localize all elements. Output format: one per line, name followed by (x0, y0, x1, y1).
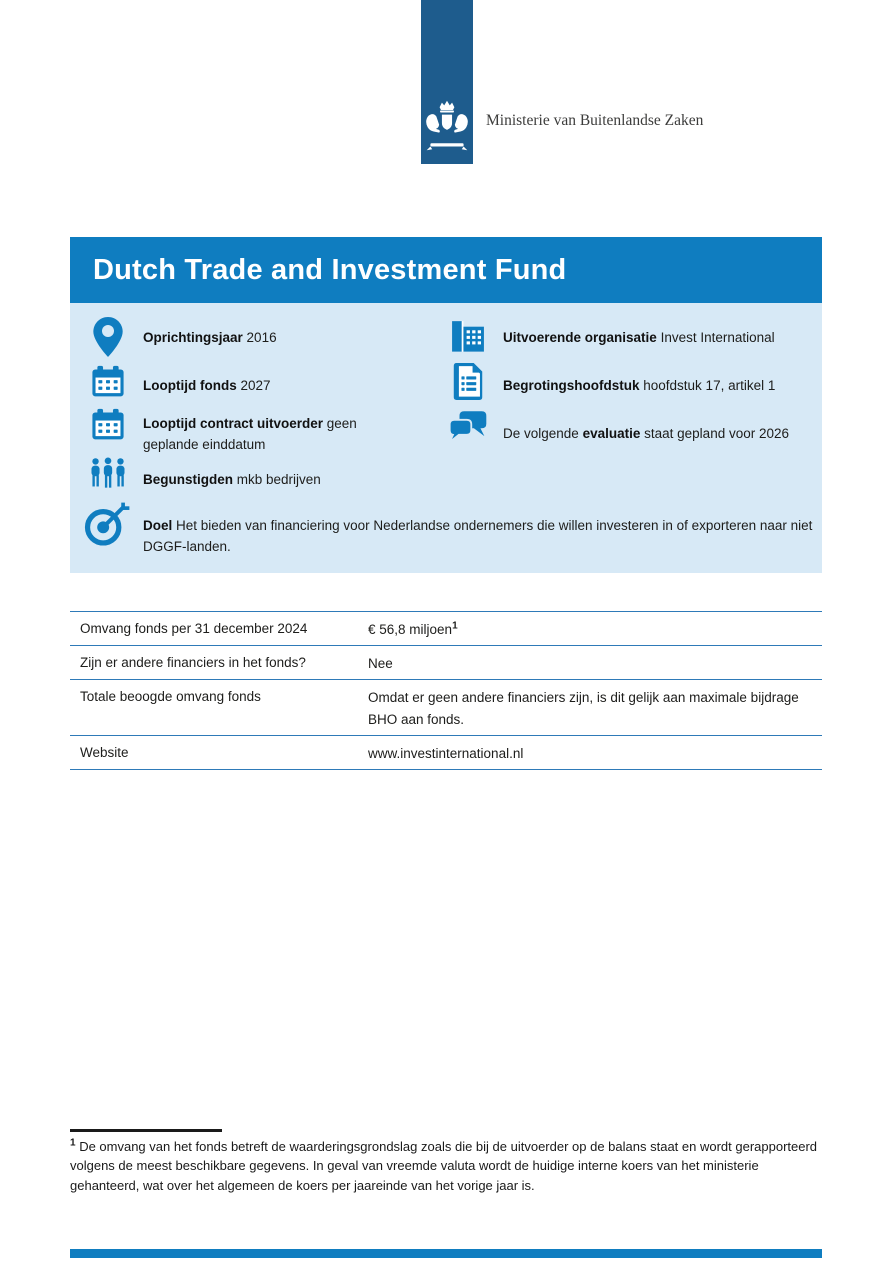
fund-info-panel (70, 303, 822, 573)
info-item-oprichtingsjaar (143, 327, 403, 348)
info-item-looptijd-fonds (143, 375, 403, 396)
footnote-body: De omvang van het fonds betreft de waarderingsgrondslag zoals die bij de uitvoerder op de balans staat en wordt gerapporteerd volgens de meest beschikbare gegevens. In geval van vreemde valuta wordt de huidige interne koers van het ministerie gehanteerd, wat over het algemeen de koers per jaareinde van het vorige jaar is. (70, 1139, 818, 1193)
info-item-uitvoerende-organisatie (503, 327, 813, 348)
info-value: 2027 (240, 378, 271, 393)
website-link[interactable]: www.investinternational.nl (368, 746, 524, 761)
info-value: geen geplande einddatum (143, 416, 357, 452)
info-value: 2016 (246, 330, 277, 345)
fund-size-value: € 56,8 miljoen (368, 622, 453, 637)
info-value: hoofdstuk 17, artikel 1 (643, 378, 776, 393)
info-item-begunstigden (143, 469, 403, 490)
footnote-text (70, 1137, 826, 1195)
document-icon (452, 363, 484, 400)
table-row (70, 645, 822, 679)
info-label: Begunstigden (143, 472, 233, 487)
info-label: Doel (143, 518, 173, 533)
row-value: Nee (368, 656, 393, 671)
calendar-icon (91, 408, 125, 441)
info-label: Uitvoerende organisatie (503, 330, 657, 345)
row-label: Omvang fonds per 31 december 2024 (80, 621, 308, 636)
footnote-ref: 1 (70, 1137, 76, 1149)
info-item-begrotingshoofdstuk (503, 375, 813, 396)
row-label: Totale beoogde omvang fonds (80, 689, 261, 704)
footnote-ref: 1 (452, 620, 458, 632)
title-banner (70, 237, 822, 303)
info-label: Oprichtingsjaar (143, 330, 243, 345)
page-footer-bar (70, 1249, 822, 1258)
info-label: Begrotingshoofdstuk (503, 378, 640, 393)
info-prefix: De volgende (503, 426, 579, 441)
calendar-icon (91, 365, 125, 398)
row-label: Zijn er andere financiers in het fonds? (80, 655, 306, 670)
table-row (70, 611, 822, 645)
dutch-coat-of-arms-icon (423, 98, 471, 158)
info-item-evaluatie (503, 423, 823, 444)
target-icon (84, 501, 130, 549)
table-row (70, 735, 822, 769)
info-value: Invest International (660, 330, 775, 345)
info-value: mkb bedrijven (236, 472, 321, 487)
people-icon (89, 454, 127, 494)
footnote-divider (70, 1129, 222, 1132)
info-label: Looptijd contract uitvoerder (143, 416, 324, 431)
fund-facts-table (70, 611, 822, 770)
row-value (368, 736, 822, 769)
location-pin-icon (92, 316, 124, 358)
building-icon (450, 315, 486, 355)
row-value: Omdat er geen andere financiers zijn, is dit gelijk aan maximale bijdrage BHO aan fonds. (368, 690, 799, 727)
info-item-doel (143, 515, 819, 557)
info-value: Het bieden van financiering voor Nederlandse ondernemers die willen investeren in of exporteren naar niet DGGF-landen. (143, 518, 813, 554)
info-label: Looptijd fonds (143, 378, 237, 393)
info-label: evaluatie (582, 426, 641, 441)
info-item-looptijd-contract (143, 413, 401, 455)
table-row (70, 679, 822, 735)
row-label: Website (80, 745, 129, 760)
speech-bubbles-icon (448, 410, 488, 444)
info-value: staat gepland voor 2026 (644, 426, 790, 441)
page-title: Dutch Trade and Investment Fund (93, 254, 567, 286)
ministry-name: Ministerie van Buitenlandse Zaken (486, 112, 704, 129)
row-value (368, 612, 822, 645)
